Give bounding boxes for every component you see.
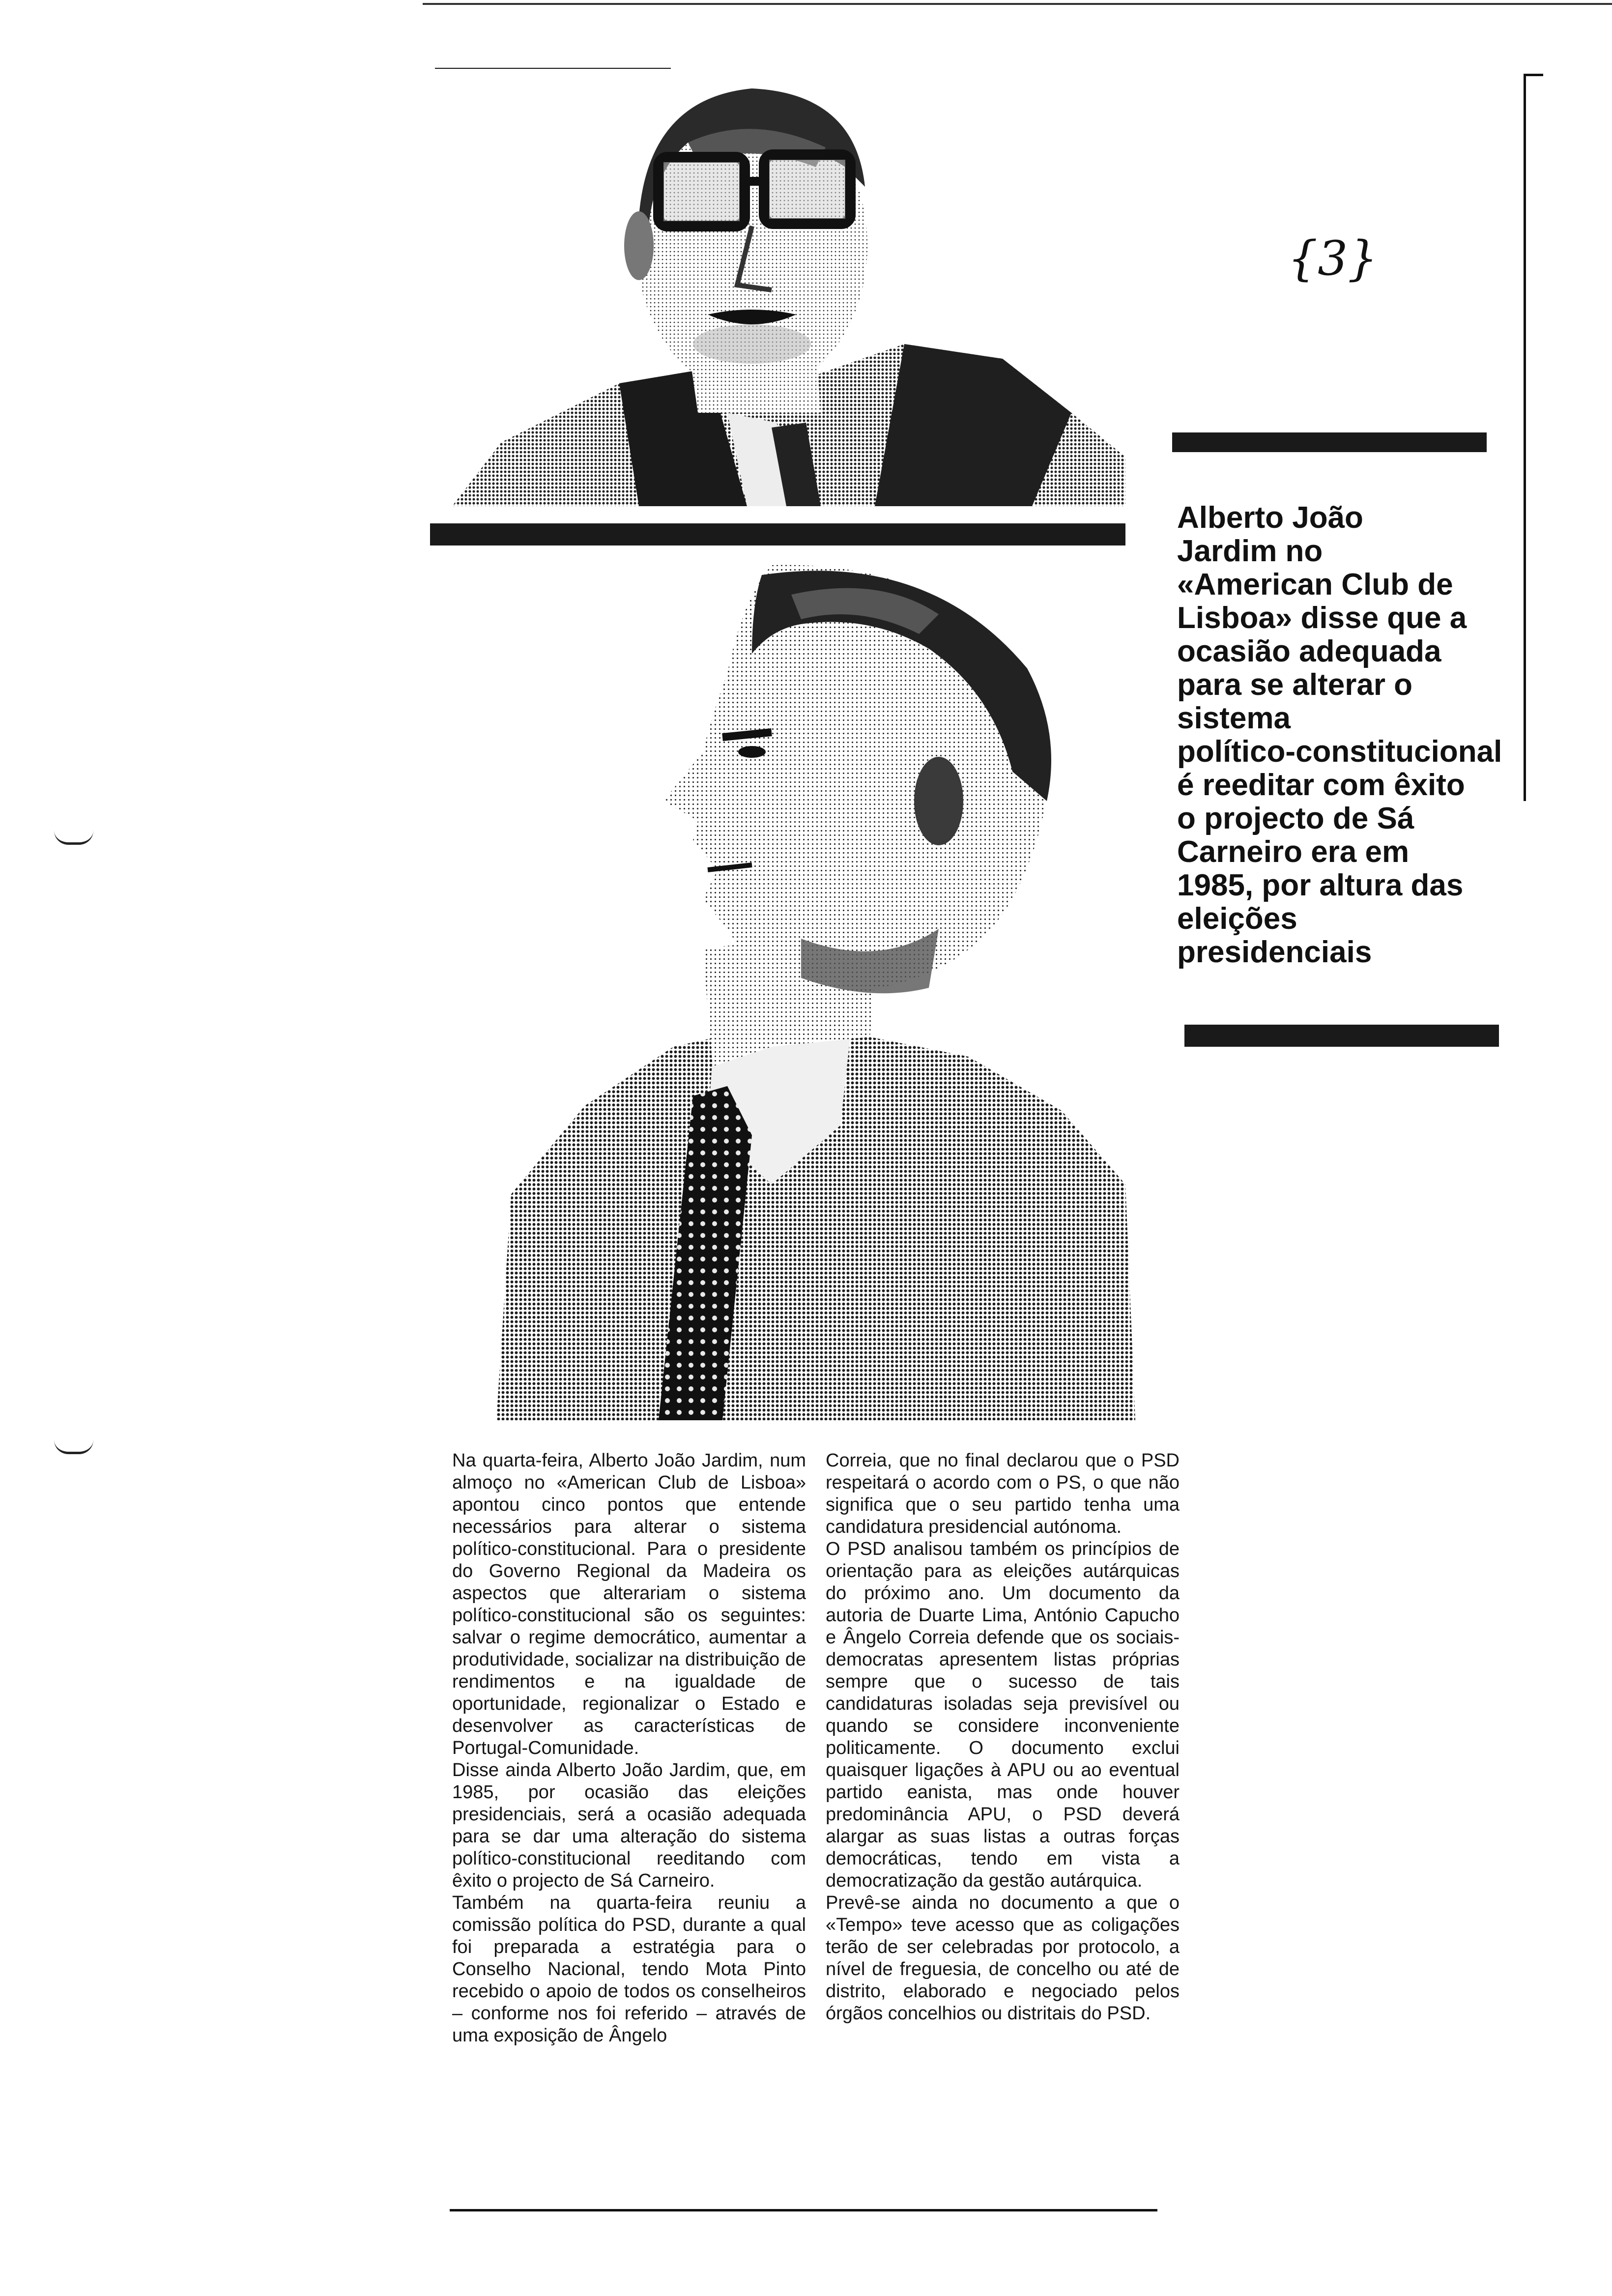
- article-paragraph: Correia, que no final declarou que o PSD respeitará o acordo com o PS, o que não significa que o seu partido tenha uma candidatura presidencial autónoma.: [826, 1450, 1180, 1537]
- man-with-glasses-photo: [432, 69, 1125, 506]
- headline-top-rule: [1172, 432, 1487, 452]
- headline: Alberto João Jardim no «American Club de Lisboa» disse que a ocasião adequada para se alterar o sistema político-constitucional é reeditar com êxito o projecto de Sá Carneiro era em 1985, por altura das eleições presidenciais: [1177, 501, 1502, 969]
- scan-top-edge: [423, 3, 1612, 5]
- headline-bottom-rule: [1184, 1025, 1499, 1047]
- article-paragraph: Disse ainda Alberto João Jardim, que, em 1985, por ocasião das eleições presidenciais, será a ocasião adequada para se dar uma alteração do sistema político-constitucional reeditando com êxito o projecto de Sá Carneiro.: [452, 1760, 806, 1891]
- article-paragraph: Prevê-se ainda no documento a que o «Tempo» teve acesso que as coligações terão de ser celebradas por protocolo, a nível de freguesia, de concelho ou até de distrito, elaborado e negociado pelos órgãos concelhios ou distritais do PSD.: [826, 1893, 1180, 2024]
- article-right-column: [826, 1450, 1180, 2025]
- scan-mark-left-2: [54, 1440, 93, 1454]
- article-paragraph: Também na quarta-feira reuniu a comissão política do PSD, durante a qual foi preparada a estratégia para o Conselho Nacional, tendo Mota Pinto recebido o apoio de todos os conselheiros – conforme nos foi referido – através de uma exposição de Ângelo: [452, 1893, 806, 2046]
- article-bottom-rule: [450, 2209, 1157, 2211]
- article-left-column: [452, 1450, 806, 2047]
- photo-divider-rule: [430, 523, 1125, 545]
- right-border-tick: [1524, 74, 1543, 76]
- article-paragraph: Na quarta-feira, Alberto João Jardim, num almoço no «American Club de Lisboa» apontou cinco pontos que entende necessários para alterar o sistema político-constitucional. Para o presidente do Governo Regional da Madeira os aspectos que alterariam o sistema político-constitucional são os seguintes: salvar o regime democrático, aumentar a produtividade, socializar na distribuição de rendimentos e na igualdade de oportunidade, regionalizar o Estado e desenvolver as características de Portugal-Comunidade.: [452, 1450, 806, 1758]
- article-paragraph: O PSD analisou também os princípios de orientação para as eleições autárquicas do próximo ano. Um documento da autoria de Duarte Lima, António Capucho e Ângelo Correia defende que os sociais-democratas apresentem listas próprias sempre que o sucesso de tais candidaturas isoladas seja previsível ou quando se considere inconveniente politicamente. O documento exclui quaisquer ligações à APU ou ao eventual partido eanista, mas onde houver predominância APU, o PSD deverá alargar as suas listas a outras forças democráticas, tendo em vista a democratização da gestão autárquica.: [826, 1539, 1180, 1891]
- page-marker: {3}: [1288, 231, 1378, 286]
- top-portrait-photo: [432, 69, 1125, 506]
- man-profile-photo: [496, 545, 1135, 1420]
- bottom-portrait-photo: [496, 545, 1135, 1420]
- scan-mark-left-1: [54, 831, 93, 845]
